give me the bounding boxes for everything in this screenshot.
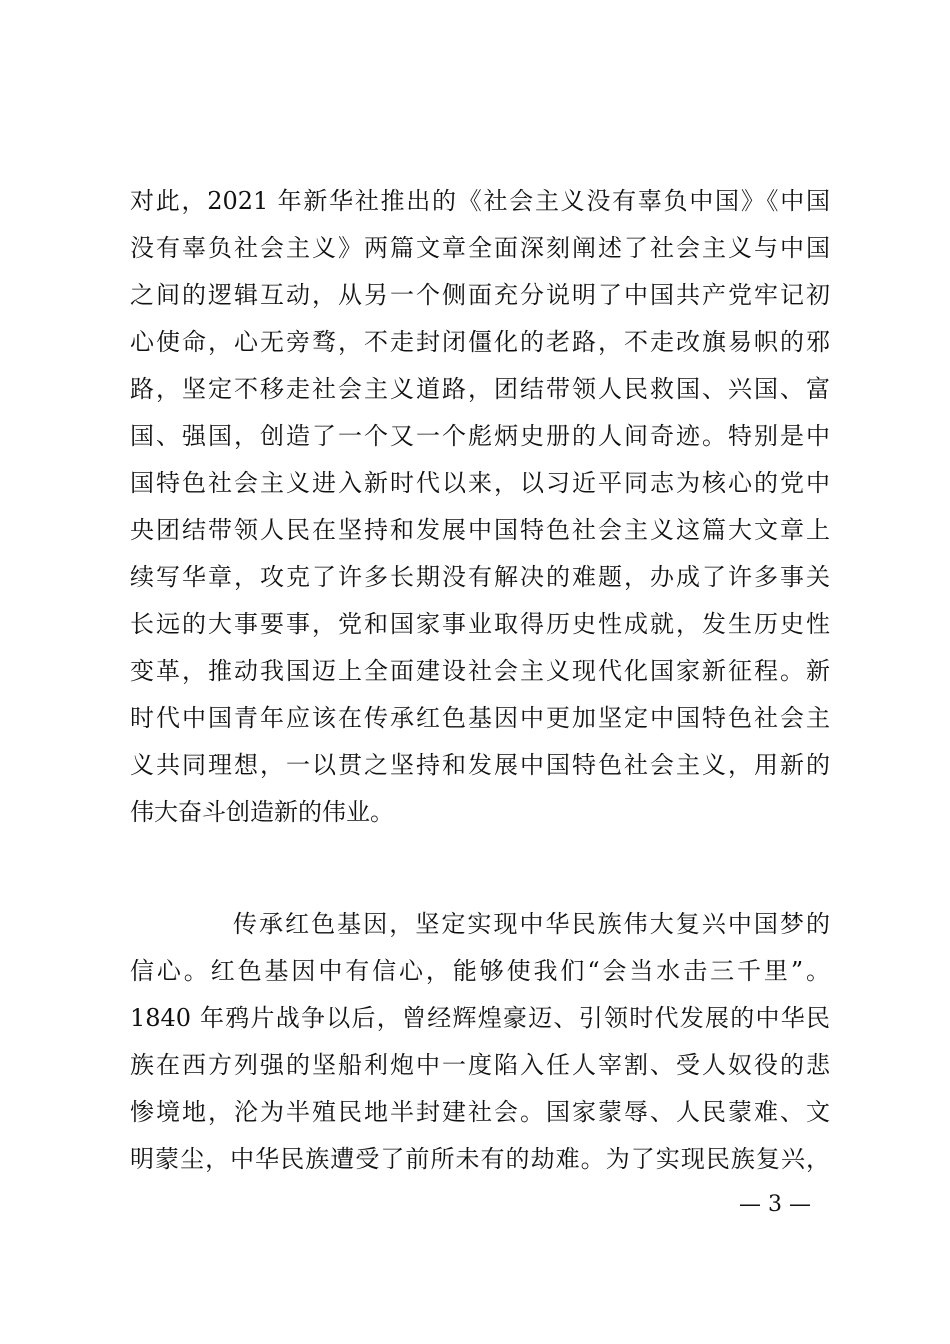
text-line: 明蒙尘，中华民族遭受了前所未有的劫难。为了实现民族复兴， (130, 1145, 830, 1173)
text-line: 义共同理想，一以贯之坚持和发展中国特色社会主义，用新的 (130, 751, 830, 779)
text-line: 长远的大事要事，党和国家事业取得历史性成就，发生历史性 (130, 610, 830, 638)
text-line: 续写华章，攻克了许多长期没有解决的难题，办成了许多事关 (130, 563, 830, 591)
text-line: 国特色社会主义进入新时代以来，以习近平同志为核心的党中 (130, 469, 830, 497)
text-line: 族在西方列强的坚船利炮中一度陷入任人宰割、受人奴役的悲 (130, 1051, 830, 1079)
page-number: — 3 — (739, 1192, 811, 1217)
text-line: 之间的逻辑互动，从另一个侧面充分说明了中国共产党牢记初 (130, 281, 830, 309)
text-line: 央团结带领人民在坚持和发展中国特色社会主义这篇大文章上 (130, 516, 830, 544)
text-line: 没有辜负社会主义》两篇文章全面深刻阐述了社会主义与中国 (130, 234, 830, 262)
text-line: 1840 年鸦片战争以后，曾经辉煌豪迈、引领时代发展的中华民 (130, 1004, 830, 1032)
text-line: 路，坚定不移走社会主义道路，团结带领人民救国、兴国、富 (130, 375, 830, 403)
text-line: 心使命，心无旁骛，不走封闭僵化的老路，不走改旗易帜的邪 (130, 328, 830, 356)
text-line: 传承红色基因，坚定实现中华民族伟大复兴中国梦的 (233, 910, 830, 938)
text-line: 伟大奋斗创造新的伟业。 (130, 798, 394, 826)
text-line: 信心。红色基因中有信心，能够使我们“会当水击三千里”。 (130, 957, 830, 985)
text-line: 惨境地，沦为半殖民地半封建社会。国家蒙辱、人民蒙难、文 (130, 1098, 830, 1126)
text-line: 对此，2021 年新华社推出的《社会主义没有辜负中国》《中国 (130, 187, 830, 215)
text-line: 变革，推动我国迈上全面建设社会主义现代化国家新征程。新 (130, 657, 830, 685)
text-line: 时代中国青年应该在传承红色基因中更加坚定中国特色社会主 (130, 704, 830, 732)
text-line: 国、强国，创造了一个又一个彪炳史册的人间奇迹。特别是中 (130, 422, 830, 450)
